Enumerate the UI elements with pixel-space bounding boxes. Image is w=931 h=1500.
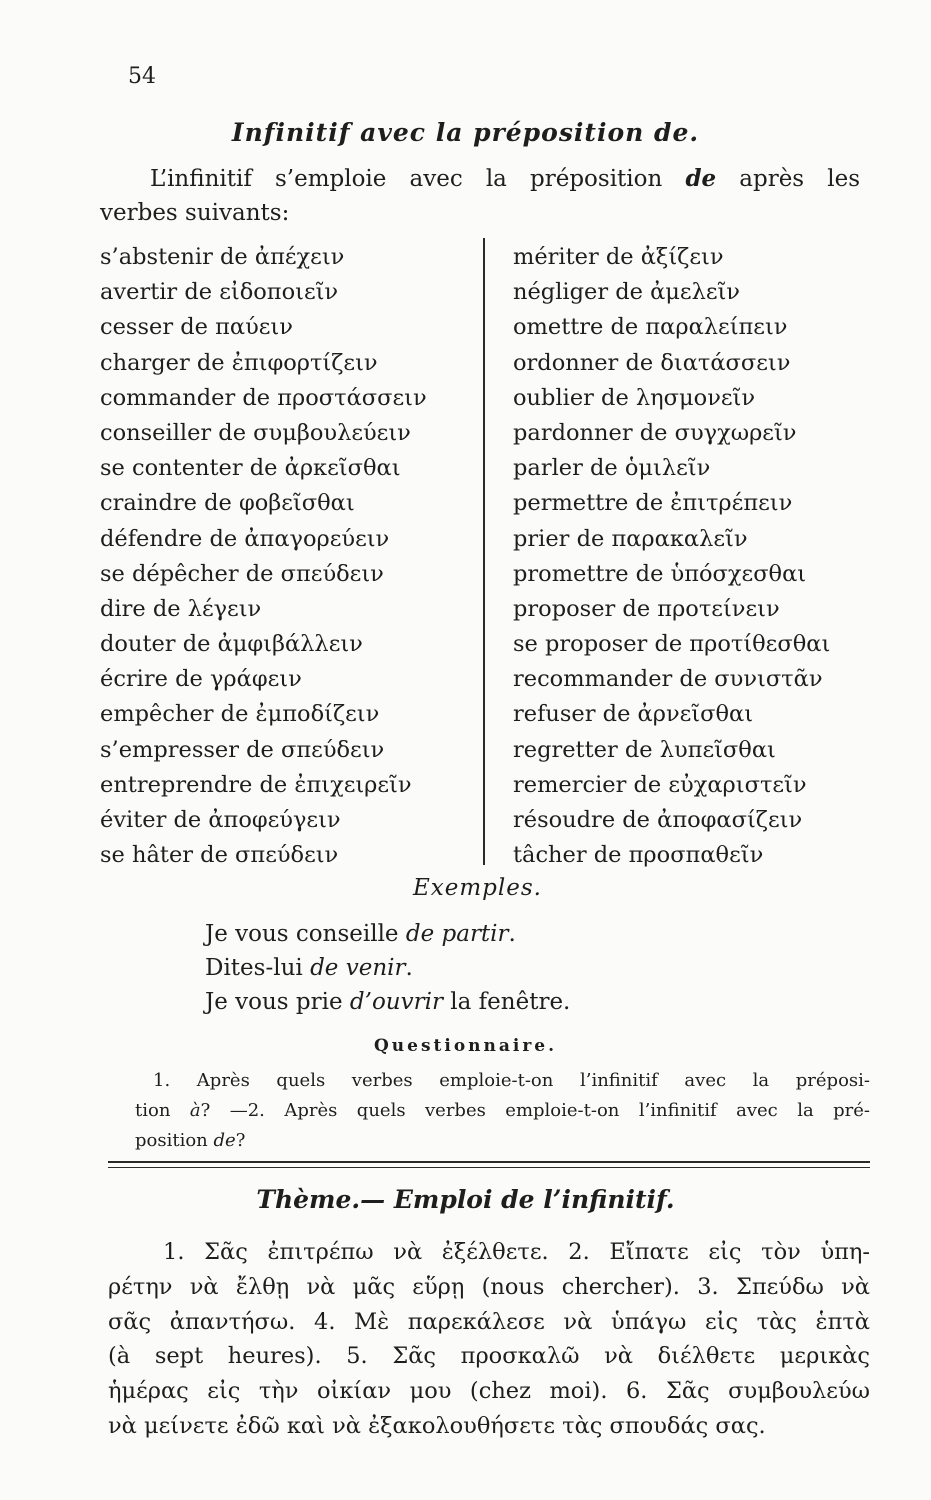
section-rule-bottom <box>108 1167 870 1168</box>
column-divider <box>483 238 485 865</box>
verb-entry: se hâter de σπεύδειν <box>100 842 339 869</box>
verb-list-right <box>513 240 830 873</box>
verb-entry: avertir de εἰδοποιεῖν <box>100 279 339 306</box>
questionnaire-text <box>135 1066 870 1156</box>
verb-entry: permettre de ἐπιτρέπειν <box>513 490 793 517</box>
section-rule-top <box>108 1161 870 1163</box>
page-number: 54 <box>128 64 156 89</box>
verb-entry: proposer de προτείνειν <box>513 595 780 622</box>
verb-entry: ordonner de διατάσσειν <box>513 349 791 376</box>
verb-entry: tâcher de προσπαθεῖν <box>513 842 764 869</box>
verb-entry: dire de λέγειν <box>100 595 262 622</box>
example-sentence <box>205 985 570 1019</box>
example-emphasis: d’ouvrir <box>349 989 443 1015</box>
q-emphasis: de <box>213 1130 236 1151</box>
verb-entry: écrire de γράφειν <box>100 666 302 693</box>
example-text: Je vous prie <box>205 989 350 1015</box>
verb-entry: prier de παρακαλεῖν <box>513 525 748 552</box>
questionnaire-line-3 <box>135 1126 870 1156</box>
verb-entry: entreprendre de ἐπιχειρεῖν <box>100 771 412 798</box>
verb-entry: charger de ἐπιφορτίζειν <box>100 349 378 376</box>
verb-entry: refuser de ἀρνεῖσθαι <box>513 701 754 728</box>
verb-list-left <box>100 240 427 873</box>
verb-entry: résoudre de ἀποφασίζειν <box>513 807 803 833</box>
example-sentence <box>205 951 570 985</box>
intro-line-1 <box>100 162 860 196</box>
theme-exercise <box>108 1235 870 1444</box>
example-sentence <box>205 917 570 951</box>
intro-paragraph <box>100 162 860 230</box>
questionnaire-heading: Questionnaire. <box>373 1036 558 1056</box>
q-text: ? <box>235 1130 246 1151</box>
theme-line: νὰ μείνετε ἐδῶ καὶ νὰ ἐξακολουθήσετε τὰς σπουδάς σας. <box>108 1412 766 1439</box>
intro-text: L’infinitif s’emploie avec la préposition <box>150 166 686 192</box>
example-text-end: . <box>508 921 516 947</box>
verb-entry: promettre de ὑπόσχεσθαι <box>513 560 807 587</box>
intro-emphasis: de <box>685 165 717 192</box>
verb-entry: s’empresser de σπεύδειν <box>100 736 385 763</box>
verb-entry: se proposer de προτίθεσθαι <box>513 631 831 658</box>
questionnaire-line-2 <box>135 1096 870 1126</box>
verb-entry: douter de ἀμφιβάλλειν <box>100 631 363 658</box>
verb-entry: défendre de ἀπαγορεύειν <box>100 525 390 552</box>
verb-entry: oublier de λησμονεῖν <box>513 384 756 411</box>
verb-entry: se dépêcher de σπεύδειν <box>100 560 384 587</box>
verb-entry: remercier de εὐχαριστεῖν <box>513 771 807 798</box>
examples-heading: Exemples. <box>413 875 542 901</box>
verb-entry: regretter de λυπεῖσθαι <box>513 736 776 763</box>
verb-entry: cesser de παύειν <box>100 314 293 341</box>
theme-line: 1. Σᾶς ἐπιτρέπω νὰ ἐξέλθετε. 2. Εἴπατε εἰς τὸν ὑπη- <box>163 1239 870 1265</box>
example-emphasis: de venir <box>310 955 406 981</box>
theme-line: σᾶς ἀπαντήσω. 4. Μὲ παρεκάλεσε νὰ ὑπάγω εἰς τὰς ἑπτὰ <box>108 1308 870 1335</box>
q-text: ? —2. Après quels verbes emploie-t-on l’infinitif avec la pré- <box>200 1100 870 1121</box>
verb-entry: conseiller de συμβουλεύειν <box>100 419 411 446</box>
example-text-end: la fenêtre. <box>442 989 571 1015</box>
verb-entry: éviter de ἀποφεύγειν <box>100 807 341 833</box>
intro-line-2: verbes suivants: <box>100 200 290 226</box>
verb-entry: empêcher de ἐμποδίζειν <box>100 701 380 728</box>
examples-list <box>205 917 570 1019</box>
section-title: Infinitif avec la préposition de. <box>231 118 700 147</box>
verb-entry: omettre de παραλείπειν <box>513 314 788 341</box>
verb-entry: se contenter de ἀρκεῖσθαι <box>100 455 401 482</box>
example-text: Je vous conseille <box>205 921 406 947</box>
intro-text-end: après les <box>716 166 860 192</box>
verb-entry: recommander de συνιστᾶν <box>513 666 823 693</box>
verb-entry: parler de ὁμιλεῖν <box>513 455 711 482</box>
questionnaire-line-1: 1. Après quels verbes emploie-t-on l’infinitif avec la préposi- <box>153 1070 870 1091</box>
theme-line: ἡμέρας εἰς τὴν οἰκίαν μου (chez moi). 6. Σᾶς συμβουλεύω <box>108 1378 870 1405</box>
verb-entry: s’abstenir de ἀπέχειν <box>100 244 345 270</box>
theme-heading: Thème.— Emploi de l’infinitif. <box>256 1185 675 1214</box>
verb-entry: craindre de φοβεῖσθαι <box>100 490 355 517</box>
example-emphasis: de partir <box>405 921 509 947</box>
theme-line: (à sept heures). 5. Σᾶς προσκαλῶ νὰ διέλθετε μερικὰς <box>108 1343 870 1370</box>
q-text: tion <box>135 1100 190 1121</box>
verb-entry: commander de προστάσσειν <box>100 384 427 411</box>
q-text: position <box>135 1130 214 1151</box>
verb-entry: mériter de ἀξίζειν <box>513 244 724 270</box>
verb-entry: pardonner de συγχωρεῖν <box>513 419 797 446</box>
q-emphasis: à <box>189 1100 201 1121</box>
example-text-end: . <box>405 955 413 981</box>
example-text: Dites-lui <box>205 955 311 981</box>
verb-entry: négliger de ἀμελεῖν <box>513 279 740 306</box>
theme-line: ρέτην νὰ ἔλθῃ νὰ μᾶς εὕρῃ (nous chercher). 3. Σπεύδω νὰ <box>108 1273 870 1300</box>
